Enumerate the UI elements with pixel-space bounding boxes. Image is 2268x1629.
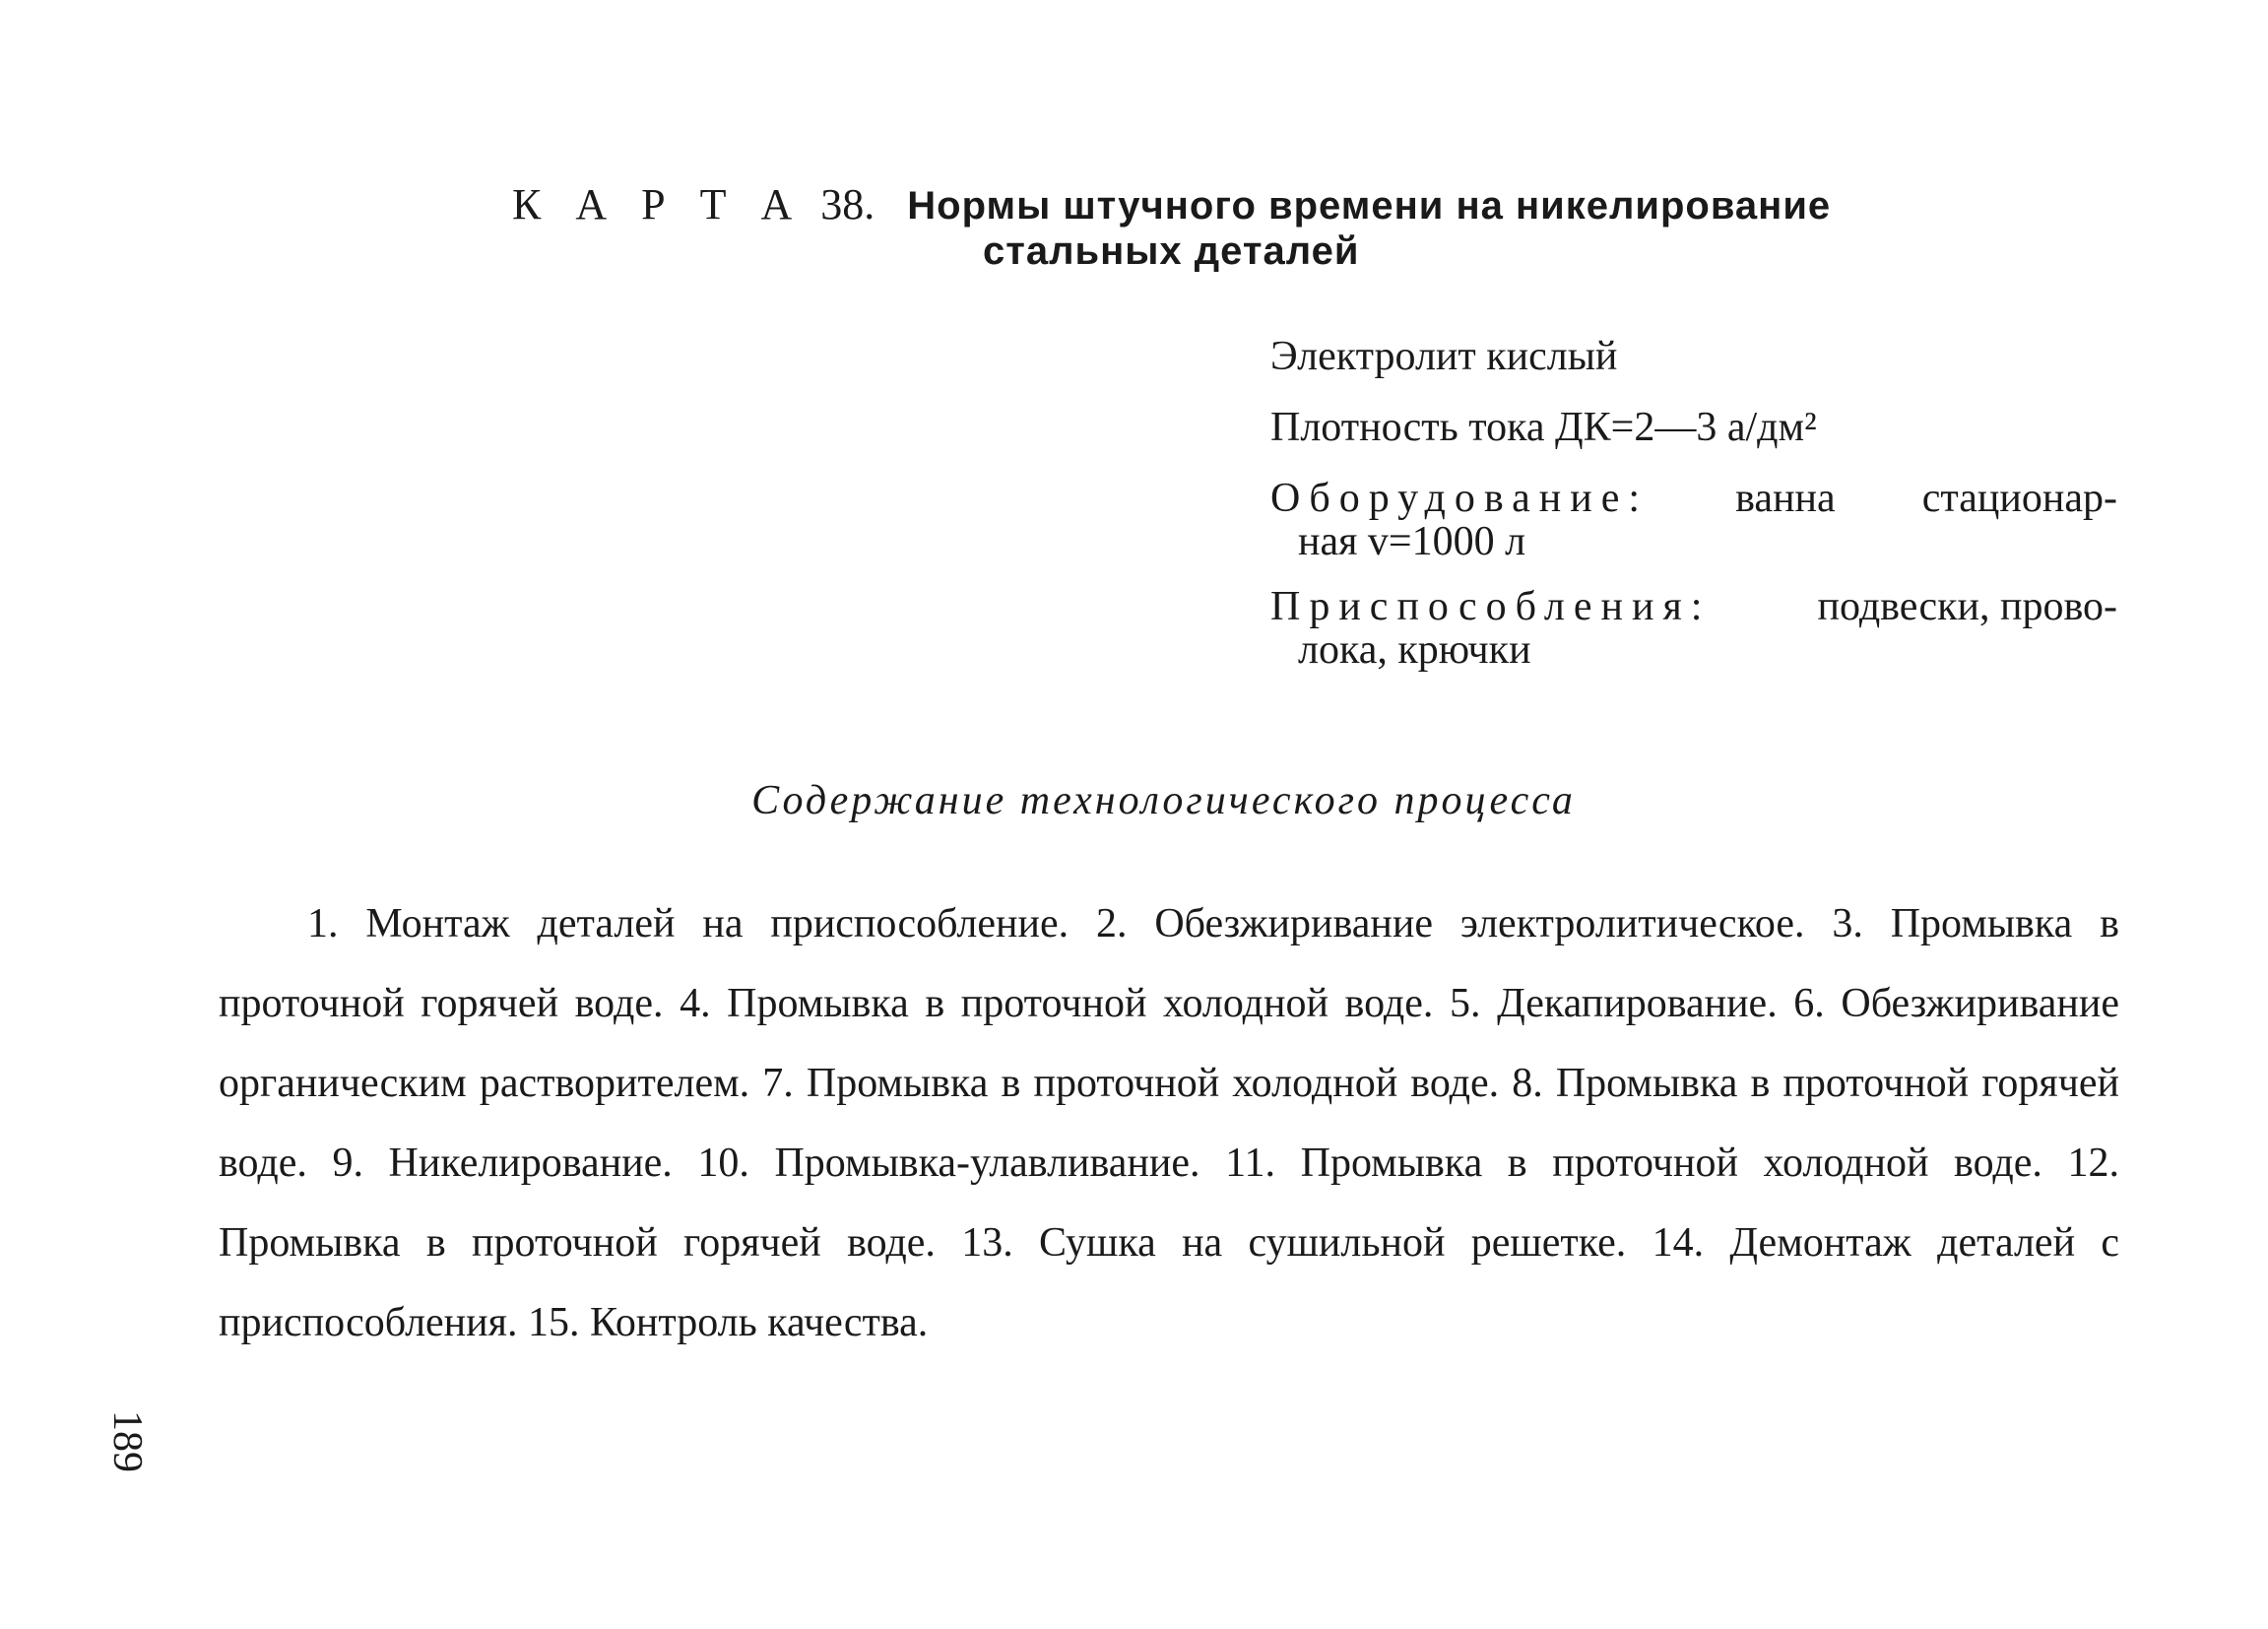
fixtures-label: Приспособления: xyxy=(1270,584,1712,629)
card-title-prefix: К А Р Т А xyxy=(512,180,805,228)
current-density-param: Плотность тока ДК=2—3 а/дм² xyxy=(1270,405,1817,450)
equipment-value-a: ванна xyxy=(1735,476,1836,521)
fixtures-param xyxy=(1270,585,2117,672)
electrolyte-param: Электролит кислый xyxy=(1270,334,1618,379)
section-heading: Содержание технологического процесса xyxy=(751,778,1576,823)
card-title-continuation: стальных деталей xyxy=(983,229,1360,273)
equipment-param xyxy=(1270,477,2117,563)
fixtures-value-continuation: лока, крючки xyxy=(1298,627,1531,673)
process-parameters xyxy=(1270,335,2117,693)
card-number: 38. xyxy=(820,180,875,228)
page-number: 189 xyxy=(104,1410,150,1472)
equipment-value-b: стационар- xyxy=(1921,476,2117,521)
fixtures-value: подвески, прово- xyxy=(1817,584,2117,629)
equipment-label: Оборудование: xyxy=(1270,476,1650,521)
card-title xyxy=(512,179,1831,231)
card-title-main: Нормы штучного времени на никелирование xyxy=(907,184,1832,228)
equipment-value-continuation: ная v=1000 л xyxy=(1298,519,1526,564)
process-steps-paragraph: 1. Монтаж деталей на приспособление. 2. Обезжиривание электролитическое. 3. Промывка в проточной горячей воде. 4. Промывка в проточной холодной воде. 5. Декапирование. 6. Обезжиривание органическим растворителем. 7. Промывка в проточной холодной воде. 8. Промывка в проточной горячей воде. 9. Никелирование. 10. Промывка-улавливание. 11. Промывка в проточной холодной воде. 12. Промывка в проточной горячей воде. 13. Сушка на сушильной решетке. 14. Демонтаж деталей с приспособления. 15. Контроль качества. xyxy=(219,901,2119,1345)
